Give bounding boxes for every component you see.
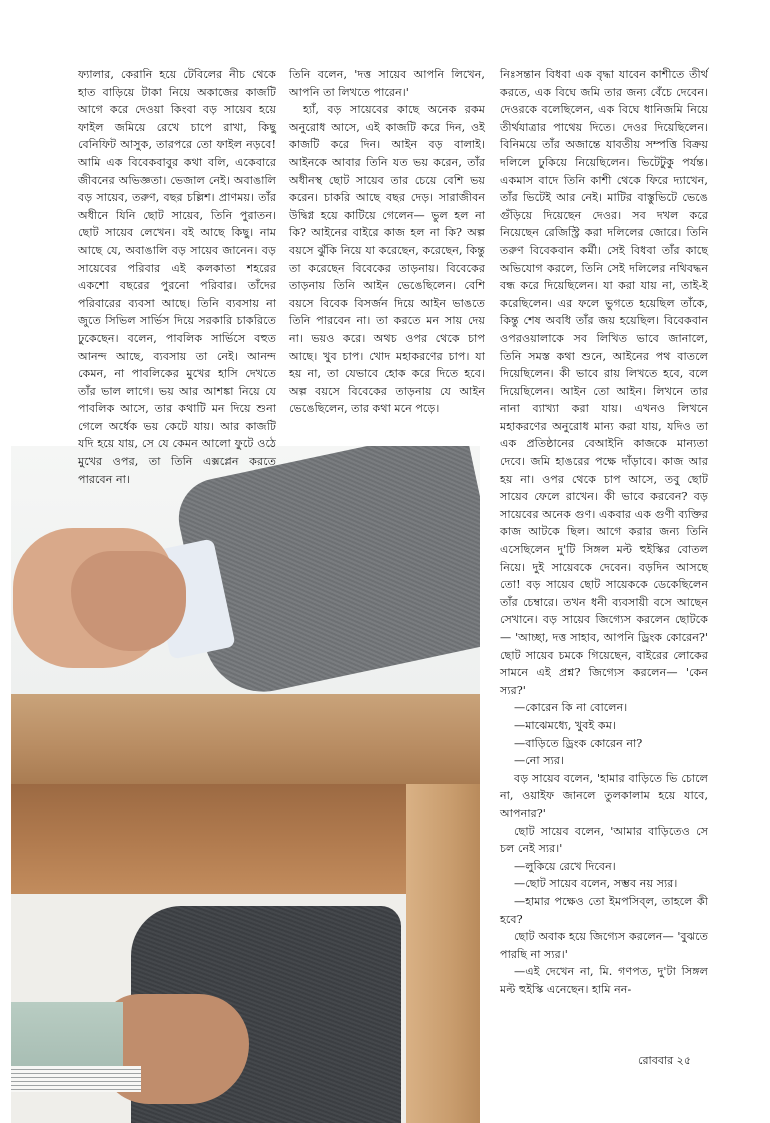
table-leg <box>406 784 480 1123</box>
paragraph: —এই দেখেন না, মি. গণপত, দু'টা সিঙ্গল মল্ট হুইস্কি এনেছেন। হামি নন- <box>500 965 708 996</box>
paragraph: —বাড়িতে ড্রিংক কোরেন না? <box>514 736 643 750</box>
paragraph: ছোট অবাক হয়ে জিগ্যেস করলেন— 'বুঝতে পারছি না স্যর।' <box>500 930 708 961</box>
paragraph: বড় সায়েব বলেন, 'হামার বাড়িতে ভি চোলে না, ওয়াইফ জানলে তুলকালাম হয়ে যাবে, আপনার?' <box>500 771 708 820</box>
paragraph: —নো স্যর। <box>514 754 564 768</box>
paragraph: —লুকিয়ে রেখে দিবেন। <box>514 859 616 873</box>
paragraph: —ছোট সায়েব বলেন, সম্ভব নয় স্যর। <box>514 877 678 891</box>
handshake-photo <box>11 446 480 1123</box>
article-column-1 <box>78 66 276 488</box>
article-column-3 <box>500 66 708 998</box>
folder <box>11 1002 123 1072</box>
paragraph: —হামার পক্ষেও তো ইমপসিব্‌ল, তাহলে কী হবে? <box>500 894 708 926</box>
page-folio: রোববার ২৫ <box>638 1054 691 1067</box>
paragraph: ছোট সায়েব বলেন, 'আমার বাড়িতেও সে চল নেই স্যর।' <box>500 824 708 856</box>
wooden-tabletop <box>11 694 480 784</box>
paragraph: তিনি বলেন, 'দত্ত সায়েব আপনি লিখেন, আপনি তা লিখতে পারেন।' <box>289 68 485 99</box>
paragraph: হ্যাঁ, বড় সায়েবের কাছে অনেক রকম অনুরোধ আসে, এই কাজটি করে দিন, ওই কাজটি করে দিন। আইন বড় বালাই। আইনকে আবার তিনি যত ভয় করেন, তাঁর অধীনস্থ ছোট সায়েব তার চেয়ে বেশি ভয় করেন। চাকরি আছে বছর দেড়। সারাজীবন উদ্বিগ্ন হয়ে কাটিয়ে গেলেন— ভুল হল না কি? আইনের বাইরে কাজ হল না কি? অল্প বয়সে ঝুঁকি নিয়ে যা করেছেন, করেছেন, কিন্তু তা করেছেন বিবেকের তাড়নায়। বিবেকের তাড়নায় তিনি আইন ভেঙেছিলেন। বেশি বয়সে বিবেক বিসর্জন দিয়ে আইন ভাঙতে তিনি পারবেন না। তা করতে মন সায় দেয় না। ভয়ও করে। অথচ ওপর থেকে চাপ আছে। খুব চাপ। খোদ মহাকরণের চাপ। যা হয় না, তা যেভাবে হোক করে দিতে হবে। অল্প বয়সে বিবেকের তাড়নায় যে আইন ভেঙেছিলেন, তার কথা মনে পড়ে। <box>289 103 485 416</box>
paragraph: ফ্যালার, কেরানি হয়ে টেবিলের নীচ থেকে হাত বাড়িয়ে টাকা নিয়ে অকাজের কাজটি আগে করে দেওয়া কিংবা বড় সায়েব হয়ে ফাইল জমিয়ে রেখে চাপে রাখা, কিছু বেনিফিট আসুক, তারপরে তো ফাইল নড়বে! আমি এক বিবেকবাবুর কথা বলি, একেবারে জীবনের অভিজ্ঞতা। ভেজাল নেই। অবাঙালি বড় সায়েব, তরুণ, বছর চল্লিশ। প্রাণময়। তাঁর অধীনে যিনি ছোট সায়েব, তিনি পুরাতন। ছোট সায়েব লেখেন। বই আছে কিছু। নাম আছে যে, অবাঙালি বড় সায়েব জানেন। বড় সায়েবের পরিবার এই কলকাতা শহরের একশো বছরের পুরনো পরিবার। তাঁদের পরিবারের ব্যবসা আছে। তিনি ব্যবসায় না জুতে সিভিল সার্ভিস দিয়ে সরকারি চাকরিতে ঢুকেছেন। বলেন, পাবলিক সার্ভিসে বহুত আনন্দ আছে, ব্যবসায় তা নেই। আনন্দ কেমন, না পাবলিকের মুখের হাসি দেখতে তাঁর ভাল লাগে। ভয় আর আশঙ্কা নিয়ে যে পাবলিক আসে, তার কথাটি মন দিয়ে শুনা গেলে অর্ধেক ভয় কেটে যায়। আর কাজটি যদি হয়ে যায়, সে যে কেমন আলো ফুটে ওঠে মুখের ওপর, তা তিনি এক্সপ্লেন করতে পারবেন না। <box>78 68 276 486</box>
paragraph: নিঃসন্তান বিধবা এক বৃদ্ধা যাবেন কাশীতে তীর্থ করতে, এক বিঘে জমি তার জন্য বেঁচে দেবেন। দেওরকে বলেছিলেন, এক বিঘে ধানিজমি নিয়ে তীর্থযাত্রার পাথেয় দিতে। দেওর দিয়েছিলেন। বিনিময়ে তাঁর অজান্তে যাবতীয় সম্পত্তি বিক্রয় দলিলে ঢুকিয়ে নিয়েছিলেন। ভিটেটুকু পর্যন্ত। একমাস বাদে তিনি কাশী থেকে ফিরে দ্যাখেন, তাঁর ভিটেই আর নেই। মাটির বাস্তুভিটে ভেঙে গুঁড়িয়ে দিয়েছেন দেওর। সব দখল করে নিয়েছেন রেজিস্ট্রি করা দলিলের জোরে। তিনি তরুণ বিবেকবান কর্মী। সেই বিধবা তাঁর কাছে অভিযোগ করলে, তিনি সেই দলিলের নথিবদ্ধন বন্ধ করে দিয়েছিলেন। যা করা যায় না, তাই-ই করেছিলেন। এর ফলে ভুগতে হয়েছিল তাঁকে, কিন্তু শেষ অবধি তাঁর জয় হয়েছিল। বিবেকবান ওপরওয়ালাকে সব লিখিত ভাবে জানালে, তিনি সমস্ত কথা শুনে, আইনের পথ বাতলে দিয়েছিলেন। কী ভাবে রায় লিখতে হবে, বলে দিয়েছিলেন। আইন তো আইন। লিখনে তার নানা ব্যাখ্যা করা যায়। এখনও লিখনে মহাকরণের অনুরোধ মান্য করা যায়, যদিও তা এক প্রতিষ্ঠানের বেআইনি কাজকে মান্যতা দেবে। জমি হাঙরের পক্ষে দাঁড়াবে। কাজ আর হয় না। ওপর থেকে চাপ আসে, তবু ছোট সায়েব ফেলে রাখেন। কী ভাবে করবেন? বড় সায়েবের অনেক গুণ। একবার এক গুণী ব্যক্তির কাজ আটকে ছিল। আগে করার জন্য তিনি এসেছিলেন দু'টি সিঙ্গল মল্ট হুইস্কির বোতল নিয়ে। দুই সায়েবকে দেবেন। বড়দিন আসছে তো! বড় সায়েব ছোট সায়েককে ডেকেছিলেন তাঁর চেম্বারে। তখন ধনী ব্যবসায়ী বসে আছেন সেখানে। বড় সায়েব জিগ্যেস করলেন ছোটকে— 'আচ্ছা, দত্ত সাহাব, আপনি ড্রিংক কোরেন?' ছোট সায়েব চমকে গিয়েছেন, বাইরের লোকের সামনে এই প্রশ্ন? জিগ্যেস করলেন— 'কেন স্যর?' <box>500 68 708 697</box>
paragraph: —কোরেন কি না বোলেন। <box>514 701 628 715</box>
article-column-2 <box>289 66 485 418</box>
paper-stack <box>11 1066 141 1092</box>
paragraph: —মাঝেমধ্যে, খুবই কম। <box>514 718 616 732</box>
